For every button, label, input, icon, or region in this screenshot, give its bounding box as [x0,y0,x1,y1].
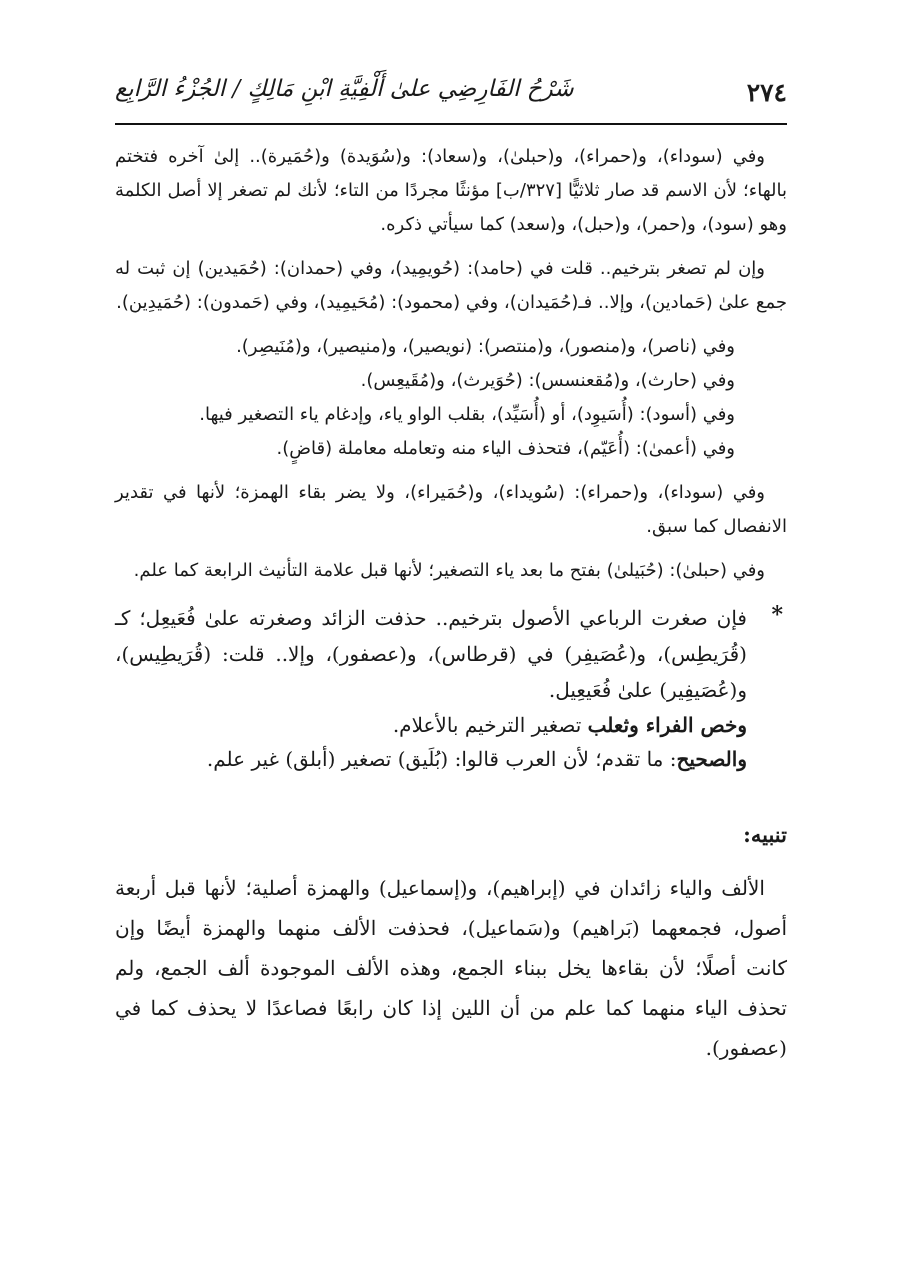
asterisk-marker-icon: * [771,602,783,628]
paragraph-hubayla: وفي (حبلىٰ): (حُبَيلىٰ) بفتح ما بعد ياء التصغير؛ لأنها قبل علامة التأنيث الرابعة كما علم. [133,560,765,581]
examples-list [115,330,787,466]
page-number: ٢٧٤ [746,78,787,107]
line-farra-thalab [115,708,787,742]
verse-block [115,600,787,708]
sahih-bold: والصحيح [676,747,747,771]
page-header [115,66,787,118]
list-item: وفي (ناصر)، و(منصور)، و(منتصر): (نويصير)، و(منيصير)، و(مُنَيصِر). [236,336,735,357]
running-title: شَرْحُ الفَارِضِي علىٰ أَلْفِيَّةِ ابْنِ مَالِكٍ / الجُزْءُ الرَّابِع [115,76,574,102]
paragraph-tarkhim: وإن لم تصغر بترخيم.. قلت في (حامد): (حُويمِيد)، وفي (حمدان): (حُمَيدين) إن ثبت له جمع علىٰ (حَمادين)، وإلا.. فـ(حُمَيدان)، وفي (محمود): (مُحَيمِيد)، وفي (حَمدون): (حُمَيدِين). [115,258,787,313]
paragraph-sawda-humayra: وفي (سوداء)، و(حمراء)، و(حبلىٰ)، و(سعاد): و(سُوَيدة) و(حُمَيرة).. إلىٰ آخره فتختم بالهاء؛ لأن الاسم قد صار ثلاثيًّا [٣٢٧/ب] مؤنثًا مجردًا من التاء؛ لأنك لم تصغر إلا أصل الكلمة وهو (سود)، و(حمر)، و(حبل)، و(سعد) كما سيأتي ذكره. [115,146,787,235]
note-heading: تنبيه: [743,822,787,847]
list-item: وفي (أسود): (أُسَيوِد)، أو (أُسَيِّد)، بقلب الواو ياء، وإدغام ياء التصغير فيها. [199,404,735,425]
farra-thalab-bold: وخص الفراء وثعلب [587,713,747,737]
header-rule [115,123,787,125]
sahih-rest: : ما تقدم؛ لأن العرب قالوا: (بُلَيق) تصغير (أبلق) غير علم. [206,747,677,771]
list-item: وفي (أعمىٰ): (أُعَيّم)، فتحذف الياء منه وتعامله معاملة (قاضٍ). [276,438,735,459]
note-paragraph: الألف والياء زائدان في (إبراهيم)، و(إسماعيل) والهمزة أصلية؛ لأنها قبل أربعة أصول، فجمعهما (بَراهيم) و(سَماعيل)، فحذفت الألف منهما والهمزة أيضًا وإن كانت أصلًا؛ لأن بقاءها يخل ببناء الجمع، وهذه الألف الموجودة ألف الجمع، ولم تحذف الياء منهما كما علم من أن اللين إذا كان رابعًا فصاعدًا لا يحذف كما في (عصفور). [115,876,787,1060]
page-body [115,140,787,1068]
verse-text: فإن صغرت الرباعي الأصول بترخيم.. حذفت الزائد وصغرته علىٰ فُعَيعِل؛ كـ (قُرَيطِس)، و(عُصَيفِر) في (قرطاس)، و(عصفور)، وإلا.. قلت: (قُرَيطِيس)، و(عُصَيفِير) علىٰ فُعَيعِيل. [115,606,747,702]
list-item: وفي (حارث)، و(مُقعنسس): (حُوَيرث)، و(مُقَيعِس). [360,370,735,391]
farra-thalab-rest: تصغير الترخيم بالأعلام. [392,713,588,737]
line-sahih [115,742,787,776]
paragraph-suwayda: وفي (سوداء)، و(حمراء): (سُويداء)، و(حُمَيراء)، ولا يضر بقاء الهمزة؛ لأنها في تقدير الانفصال كما سبق. [115,482,787,537]
